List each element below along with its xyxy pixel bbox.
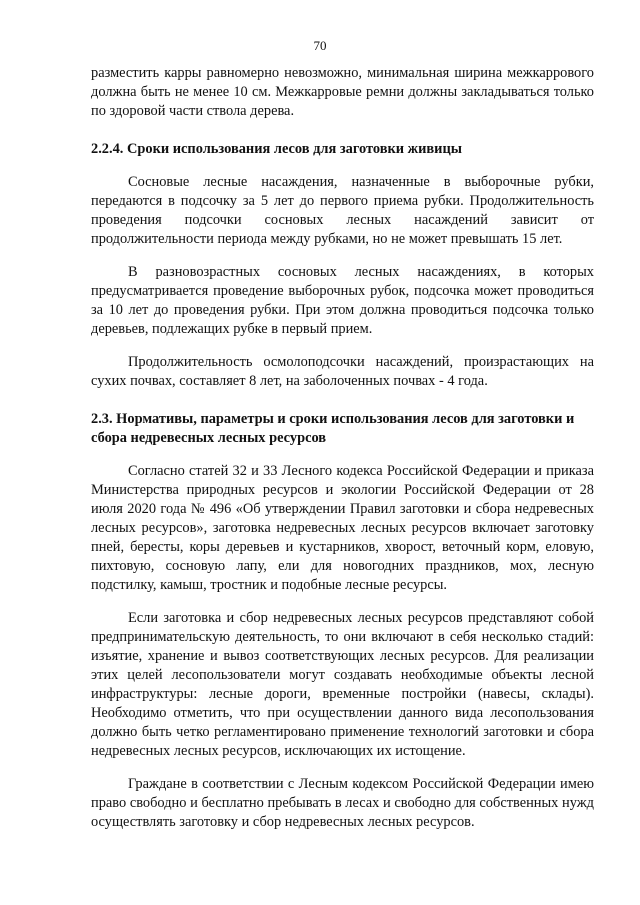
paragraph-forest-code-articles: Согласно статей 32 и 33 Лесного кодекса Российской Федерации и приказа Министерства природных ресурсов и экологии Российской Федерации от 28 июля 2020 года № 496 «Об утверждении Правил заготовки и сбора недревесных лесных ресурсов», заготовка недревесных лесных ресурсов включает заготовку пней, бересты, коры деревьев и кустарников, хворост, веточный корм, еловую, пихтовую, сосновую лапу, ели для новогодних праздников, мох, лесную подстилку, камыш, тростник и подобные лесные ресурсы. — [91, 463, 594, 593]
section-heading-2-2-4: 2.2.4. Сроки использования лесов для заготовки живицы — [91, 141, 462, 157]
paragraph-uneven-aged-stands: В разновозрастных сосновых лесных насаждениях, в которых предусматривается проведение выборочных рубок, подсочка может проводиться за 10 лет до проведения рубки. При этом должна проводиться подсочка только деревьев, подлежащих рубке в первый прием. — [91, 264, 594, 337]
paragraph-carry-over: разместить карры равномерно невозможно, минимальная ширина межкаррового должна быть не менее 10 см. Межкарровые ремни должны закладываться только по здоровой части ствола дерева. — [91, 65, 594, 119]
paragraph-business-activity: Если заготовка и сбор недревесных лесных ресурсов представляют собой предпринимательскую деятельность, то они включают в себя несколько стадий: изъятие, хранение и вывоз соответствующих лесных ресурсов. Для реализации этих целей лесопользователи могут создавать необходимые объекты лесной инфраструктуры: лесные дороги, временные постройки (навесы, склады). Необходимо отметить, что при осуществлении данного вида лесопользования должно быть четко регламентировано применение технологий заготовки и сбора недревесных лесных ресурсов, исключающих их истощение. — [91, 610, 594, 759]
paragraph-tapping-duration: Продолжительность осмолоподсочки насаждений, произрастающих на сухих почвах, составляет 8 лет, на заболоченных почвах - 4 года. — [91, 354, 594, 389]
paragraph-citizens-rights: Граждане в соответствии с Лесным кодексом Российской Федерации имею право свободно и бесплатно пребывать в лесах и свободно для собственных нужд осуществлять заготовку и сбор недревесных лесных ресурсов. — [91, 776, 594, 830]
page-number: 70 — [313, 38, 327, 53]
section-heading-2-3: 2.3. Нормативы, параметры и сроки использования лесов для заготовки и сбора недревесных лесных ресурсов — [91, 411, 575, 446]
page-content — [91, 64, 594, 832]
paragraph-pine-stands: Сосновые лесные насаждения, назначенные в выборочные рубки, передаются в подсочку за 5 лет до первого приема рубки. Продолжительность проведения подсочки сосновых лесных насаждений зависит от продолжительности периода между рубками, но не может превышать 15 лет. — [91, 174, 594, 247]
